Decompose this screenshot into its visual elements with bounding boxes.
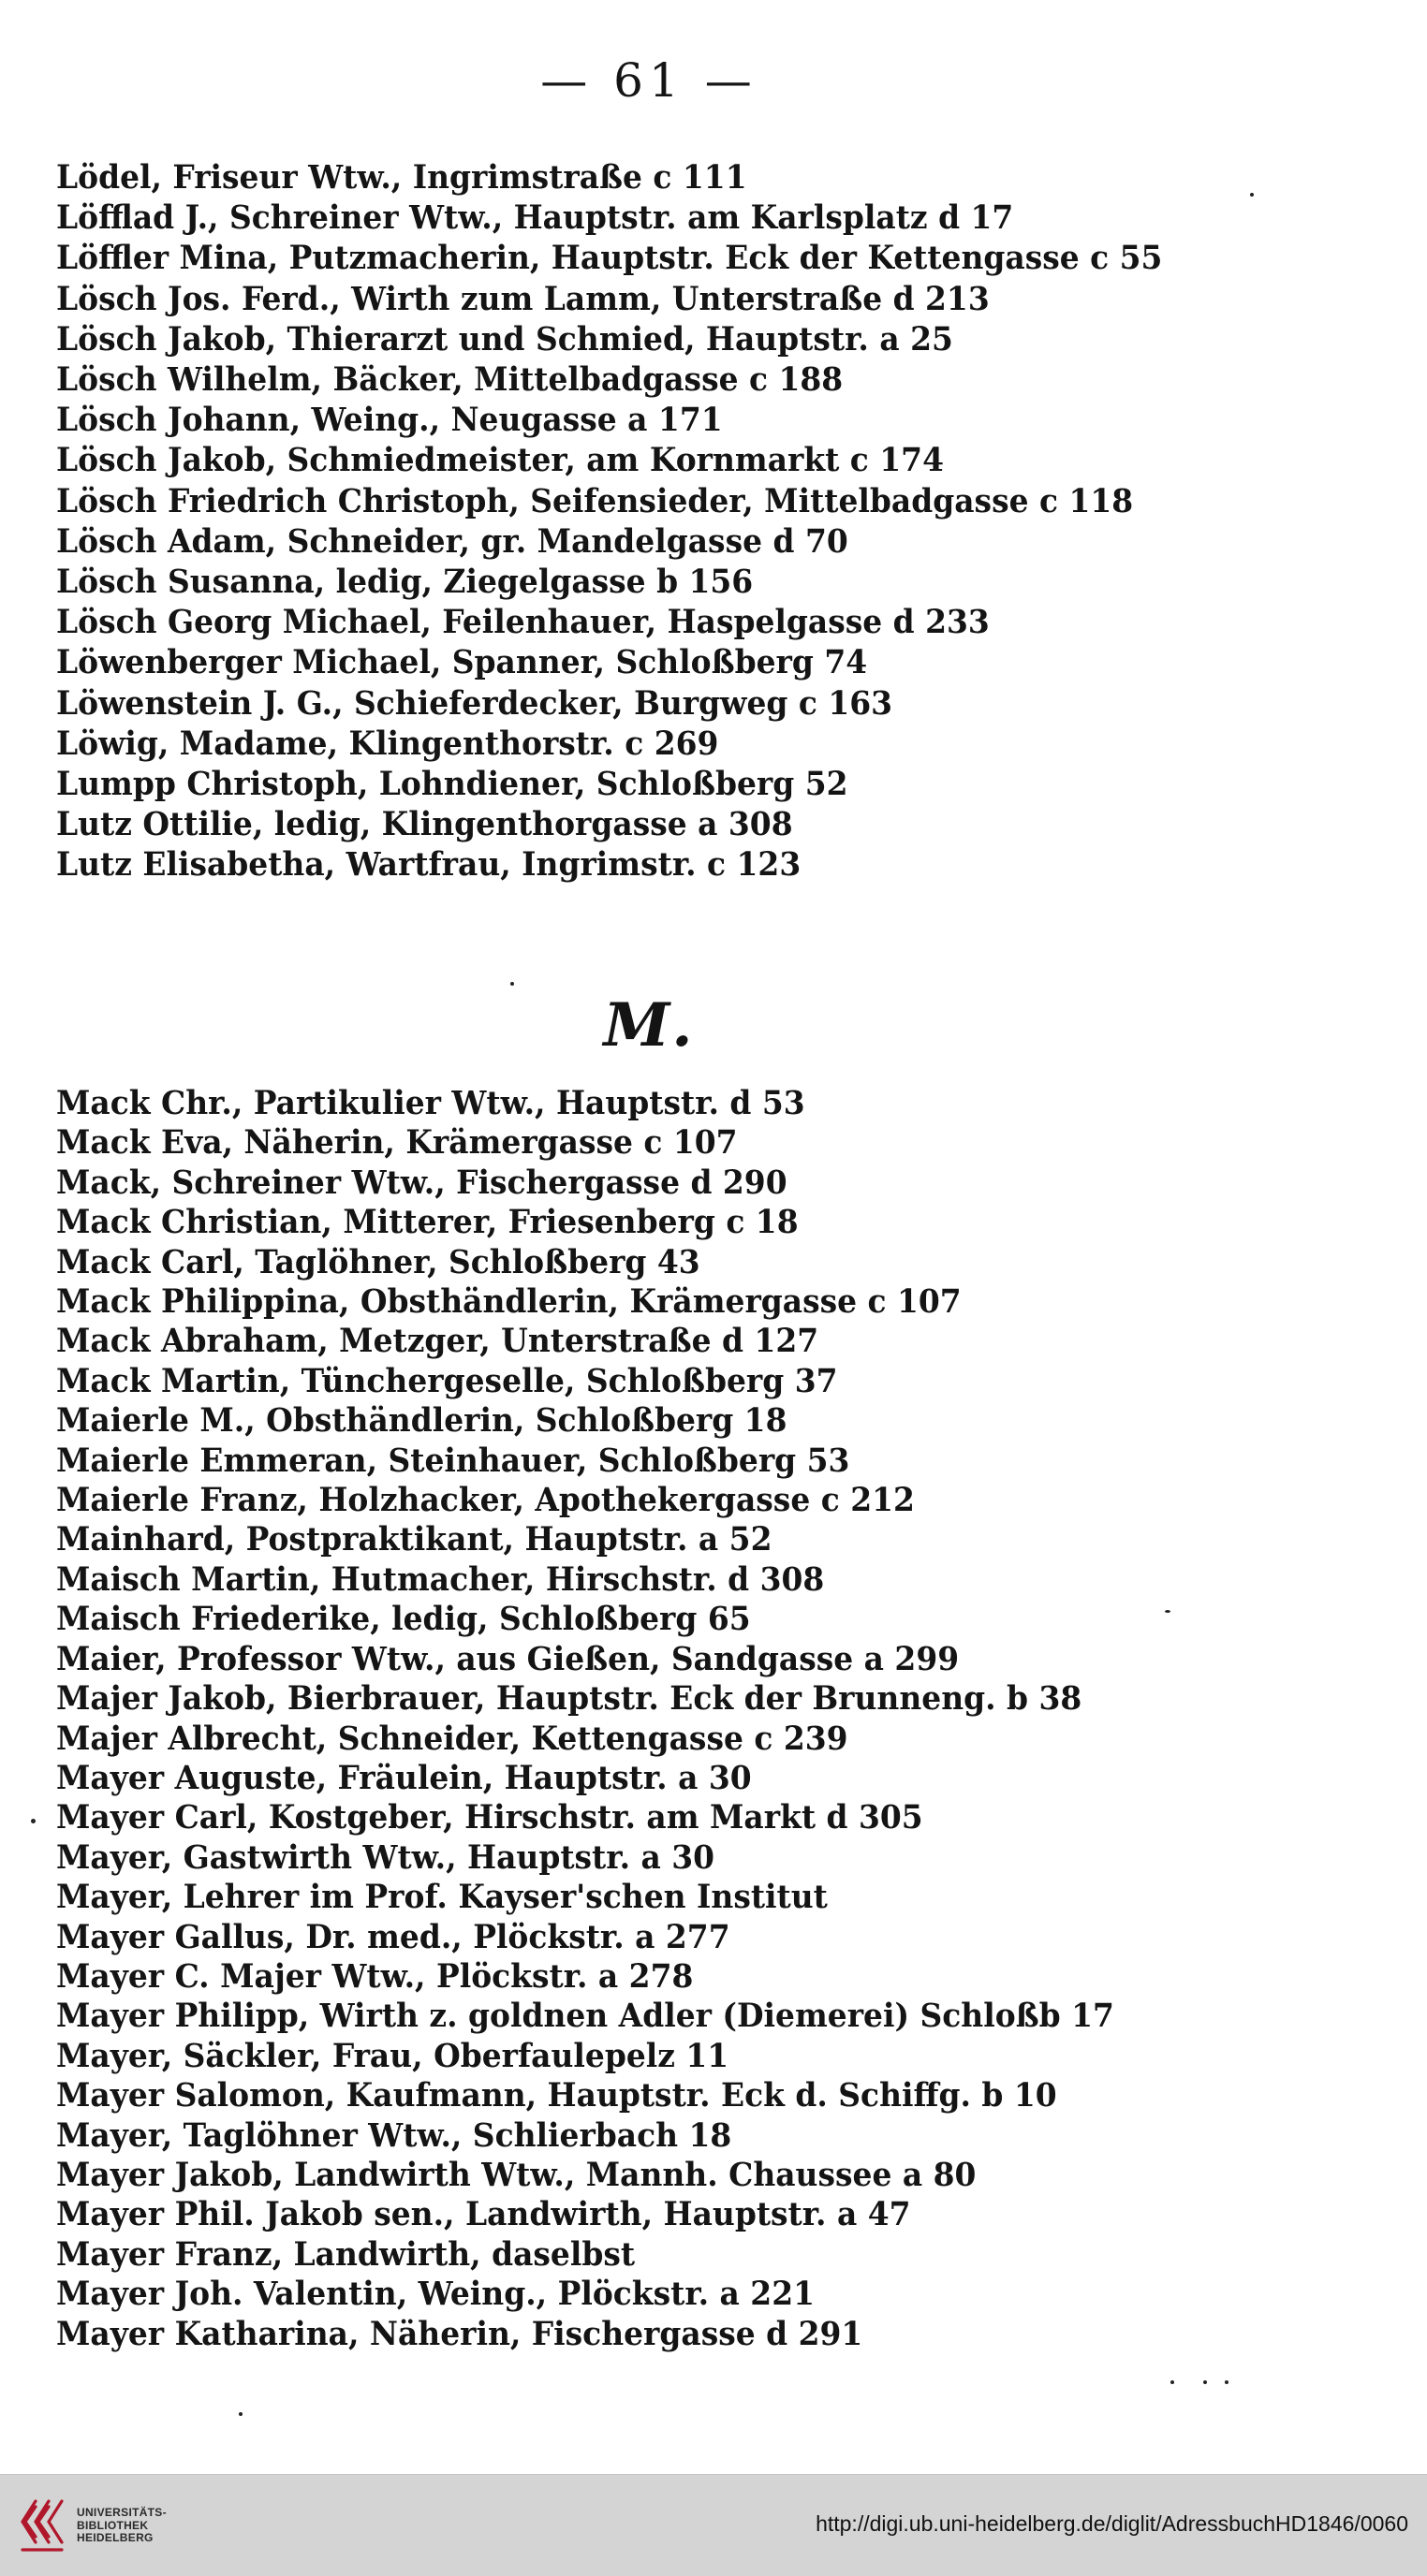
entry-list-l [0,157,1405,886]
library-name-line: HEIDELBERG [77,2531,154,2544]
directory-entry: Mayer, Lehrer im Prof. Kayser'schen Institut [56,1878,828,1917]
directory-entry: Mayer Gallus, Dr. med., Plöckstr. a 277 [56,1917,730,1956]
scan-speck [1170,2380,1174,2384]
scan-speck [510,982,514,986]
directory-entry: Maierle Franz, Holzhacker, Apothekergasse c 212 [56,1481,915,1520]
directory-entry: Mainhard, Postpraktikant, Hauptstr. a 52 [56,1520,772,1559]
directory-entry: Mack Christian, Mitterer, Friesenberg c 18 [56,1203,799,1242]
directory-entry: Lösch Johann, Weing., Neugasse a 171 [56,401,723,440]
library-name-line: BIBLIOTHEK [77,2518,149,2532]
directory-entry: Lösch Jakob, Schmiedmeister, am Kornmarkt c 174 [56,441,944,480]
directory-entry: Löffler Mina, Putzmacherin, Hauptstr. Eck der Kettengasse c 55 [56,239,1163,278]
section-letter-m: M. [603,990,695,1061]
directory-entry: Mayer Katharina, Näherin, Fischergasse d 291 [56,2314,863,2353]
source-url-link[interactable]: http://digi.ub.uni-heidelberg.de/diglit/AdressbuchHD1846/0060 [816,2511,1408,2536]
directory-entry: Lödel, Friseur Wtw., Ingrimstraße c 111 [56,158,747,197]
library-name-line: UNIVERSITÄTS- [77,2506,167,2519]
directory-entry: Lösch Susanna, ledig, Ziegelgasse b 156 [56,563,754,602]
page-number: — 61 — [540,53,758,108]
directory-entry: Mack Chr., Partikulier Wtw., Hauptstr. d 53 [56,1084,805,1122]
directory-entry: Maierle M., Obsthändlerin, Schloßberg 18 [56,1401,787,1441]
scan-speck [1203,2380,1207,2384]
directory-entry: Mayer Salomon, Kaufmann, Hauptstr. Eck d. Schiffg. b 10 [56,2076,1057,2115]
directory-entry: Maisch Friederike, ledig, Schloßberg 65 [56,1600,751,1639]
directory-entry: Mayer, Säckler, Frau, Oberfaulepelz 11 [56,2036,729,2075]
directory-entry: Lösch Wilhelm, Bäcker, Mittelbadgasse c 188 [56,360,844,400]
university-library-logo-icon [15,2494,82,2561]
scan-speck [239,2412,243,2416]
library-name [77,2507,167,2545]
directory-entry: Mayer Auguste, Fräulein, Hauptstr. a 30 [56,1758,752,1797]
scan-speck [1165,1610,1170,1613]
directory-entry: Mayer Franz, Landwirth, daselbst [56,2234,636,2274]
directory-entry: Mayer Jakob, Landwirth Wtw., Mannh. Chaussee a 80 [56,2155,977,2194]
directory-entry: Mayer Carl, Kostgeber, Hirschstr. am Markt d 305 [56,1798,923,1837]
footer-bar [0,2474,1427,2576]
directory-entry: Löfflad J., Schreiner Wtw., Hauptstr. am Karlsplatz d 17 [56,198,1014,238]
directory-entry: Mack Martin, Tünchergeselle, Schloßberg 37 [56,1361,838,1400]
entry-list-m [0,1084,1405,2354]
directory-entry: Lösch Friedrich Christoph, Seifensieder, Mittelbadgasse c 118 [56,481,1134,520]
directory-entry: Löwenberger Michael, Spanner, Schloßberg 74 [56,643,868,682]
scan-speck [31,1819,36,1823]
scan-speck [1250,193,1254,197]
directory-entry: Mayer Joh. Valentin, Weing., Plöckstr. a 221 [56,2275,815,2314]
directory-entry: Löwenstein J. G., Schieferdecker, Burgweg c 163 [56,683,893,723]
scan-speck [1225,2380,1228,2384]
directory-entry: Mayer Phil. Jakob sen., Landwirth, Hauptstr. a 47 [56,2195,911,2234]
directory-entry: Majer Albrecht, Schneider, Kettengasse c 239 [56,1719,848,1758]
directory-entry: Lutz Elisabetha, Wartfrau, Ingrimstr. c 123 [56,845,802,885]
directory-entry: Mayer Philipp, Wirth z. goldnen Adler (Diemerei) Schloßb 17 [56,1997,1114,2036]
directory-entry: Lumpp Christoph, Lohndiener, Schloßberg 52 [56,765,848,804]
directory-entry: Maier, Professor Wtw., aus Gießen, Sandgasse a 299 [56,1639,960,1678]
directory-entry: Maisch Martin, Hutmacher, Hirschstr. d 308 [56,1559,825,1599]
directory-entry: Lösch Adam, Schneider, gr. Mandelgasse d 70 [56,521,848,561]
directory-entry: Lösch Jos. Ferd., Wirth zum Lamm, Unterstraße d 213 [56,279,990,318]
directory-entry: Majer Jakob, Bierbrauer, Hauptstr. Eck der Brunneng. b 38 [56,1679,1082,1719]
directory-entry: Mack Eva, Näherin, Krämergasse c 107 [56,1123,738,1163]
directory-entry: Mack, Schreiner Wtw., Fischergasse d 290 [56,1163,787,1202]
directory-entry: Lösch Georg Michael, Feilenhauer, Haspelgasse d 233 [56,603,990,642]
directory-entry: Mack Abraham, Metzger, Unterstraße d 127 [56,1322,819,1361]
directory-entry: Mayer, Gastwirth Wtw., Hauptstr. a 30 [56,1837,715,1877]
directory-entry: Maierle Emmeran, Steinhauer, Schloßberg 53 [56,1441,850,1480]
directory-entry: Lutz Ottilie, ledig, Klingenthorgasse a 308 [56,805,793,844]
directory-entry: Lösch Jakob, Thierarzt und Schmied, Hauptstr. a 25 [56,319,953,359]
directory-entry: Mayer C. Majer Wtw., Plöckstr. a 278 [56,1956,694,1996]
directory-entry: Mack Carl, Taglöhner, Schloßberg 43 [56,1242,700,1281]
directory-entry: Mack Philippina, Obsthändlerin, Krämergasse c 107 [56,1282,962,1322]
directory-entry: Mayer, Taglöhner Wtw., Schlierbach 18 [56,2115,732,2155]
directory-entry: Löwig, Madame, Klingenthorstr. c 269 [56,724,719,763]
